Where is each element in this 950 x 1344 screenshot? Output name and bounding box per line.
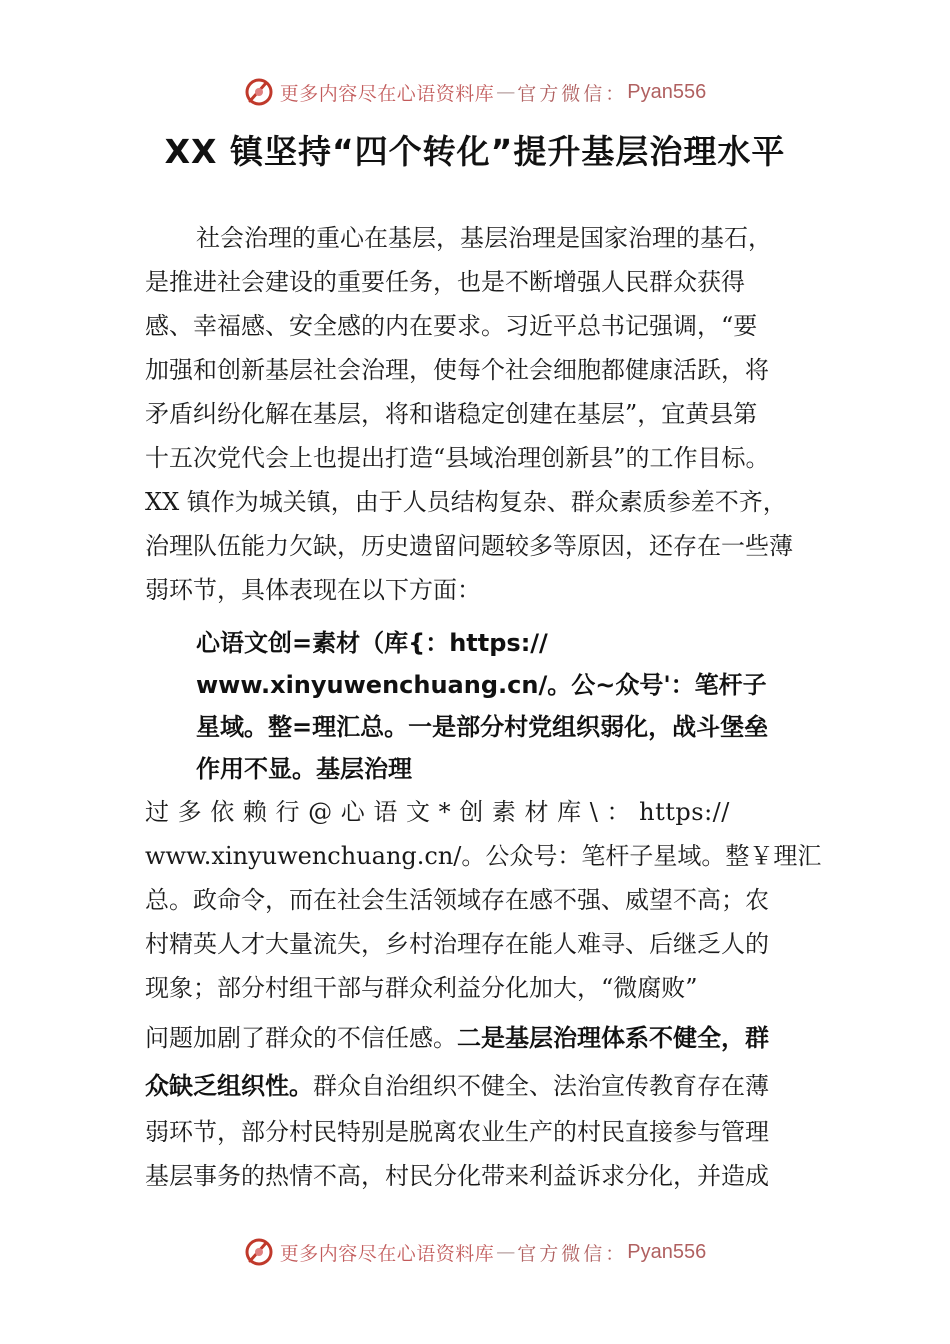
bold-text: 二是基层治理体系不健全，群 bbox=[457, 1024, 769, 1052]
paragraph-line: 感、幸福感、安全感的内在要求。习近平总书记强调，“要 bbox=[145, 312, 758, 340]
document-title: XX 镇坚持“四个转化”提升基层治理水平 bbox=[164, 132, 786, 171]
paragraph-line: 现象；部分村组干部与群众利益分化加大，“微腐败” bbox=[145, 974, 698, 1002]
paragraph-line: 社会治理的重心在基层，基层治理是国家治理的基石， bbox=[196, 224, 772, 252]
paragraph-line: 是推进社会建设的重要任务，也是不断增强人民群众获得 bbox=[145, 268, 745, 296]
normal-text: 问题加剧了群众的不信任感。 bbox=[145, 1024, 457, 1052]
paragraph-line: 村精英人才大量流失，乡村治理存在能人难寻、后继乏人的 bbox=[145, 930, 769, 958]
paragraph-line: 矛盾纠纷化解在基层，将和谐稳定创建在基层”，宜黄县第 bbox=[145, 400, 758, 428]
paragraph-line: 弱环节，部分村民特别是脱离农业生产的村民直接参与管理 bbox=[145, 1118, 769, 1146]
paragraph-line: 加强和创新基层社会治理，使每个社会细胞都健康活跃，将 bbox=[145, 356, 769, 384]
banner-wechat-id: Pyan556 bbox=[627, 80, 707, 103]
paragraph-line: 总。政命令，而在社会生活领域存在感不强、威望不高；农 bbox=[145, 886, 769, 914]
mixed-line bbox=[145, 1064, 769, 1108]
banner-separator: — bbox=[496, 1241, 516, 1263]
banner-brand: 更多内容尽在心语资料库 bbox=[279, 82, 495, 105]
paragraph-line: 过 多 依 赖 行 @ 心 语 文 * 创 素 材 库 \ ： https:// bbox=[145, 798, 730, 826]
bold-text: 众缺乏组织性。 bbox=[145, 1072, 313, 1100]
banner-separator: — bbox=[496, 81, 516, 103]
footer-banner bbox=[0, 1232, 950, 1272]
logo-icon bbox=[244, 77, 274, 107]
logo-icon bbox=[244, 1237, 274, 1267]
paragraph-line: 基层事务的热情不高，村民分化带来利益诉求分化，并造成 bbox=[145, 1162, 769, 1190]
header-banner bbox=[0, 72, 950, 112]
bold-line: 星域。整=理汇总。一是部分村党组织弱化，战斗堡垒 bbox=[196, 713, 769, 741]
normal-text: 群众自治组织不健全、法治宣传教育存在薄 bbox=[313, 1072, 769, 1100]
banner-wechat-label: 官方微信： bbox=[517, 82, 628, 105]
paragraph-line: 十五次党代会上也提出打造“县域治理创新县”的工作目标。 bbox=[145, 444, 770, 472]
bold-line: www.xinyuwenchuang.cn/。公~众号'：笔杆子 bbox=[196, 671, 767, 699]
bold-line: 作用不显。基层治理 bbox=[196, 755, 412, 783]
paragraph-line: 弱环节，具体表现在以下方面： bbox=[145, 576, 481, 604]
paragraph-line: 治理队伍能力欠缺，历史遗留问题较多等原因，还存在一些薄 bbox=[145, 532, 793, 560]
bold-line: 心语文创=素材（库{：https:// bbox=[196, 629, 548, 657]
banner-wechat-id: Pyan556 bbox=[627, 1240, 707, 1263]
paragraph-line: XX 镇作为城关镇，由于人员结构复杂、群众素质参差不齐， bbox=[145, 488, 787, 516]
banner-wechat-label: 官方微信： bbox=[517, 1242, 628, 1265]
paragraph-line: www.xinyuwenchuang.cn/。公众号：笔杆子星域。整￥理汇 bbox=[145, 842, 822, 870]
mixed-line bbox=[145, 1016, 769, 1060]
banner-brand: 更多内容尽在心语资料库 bbox=[279, 1242, 495, 1265]
